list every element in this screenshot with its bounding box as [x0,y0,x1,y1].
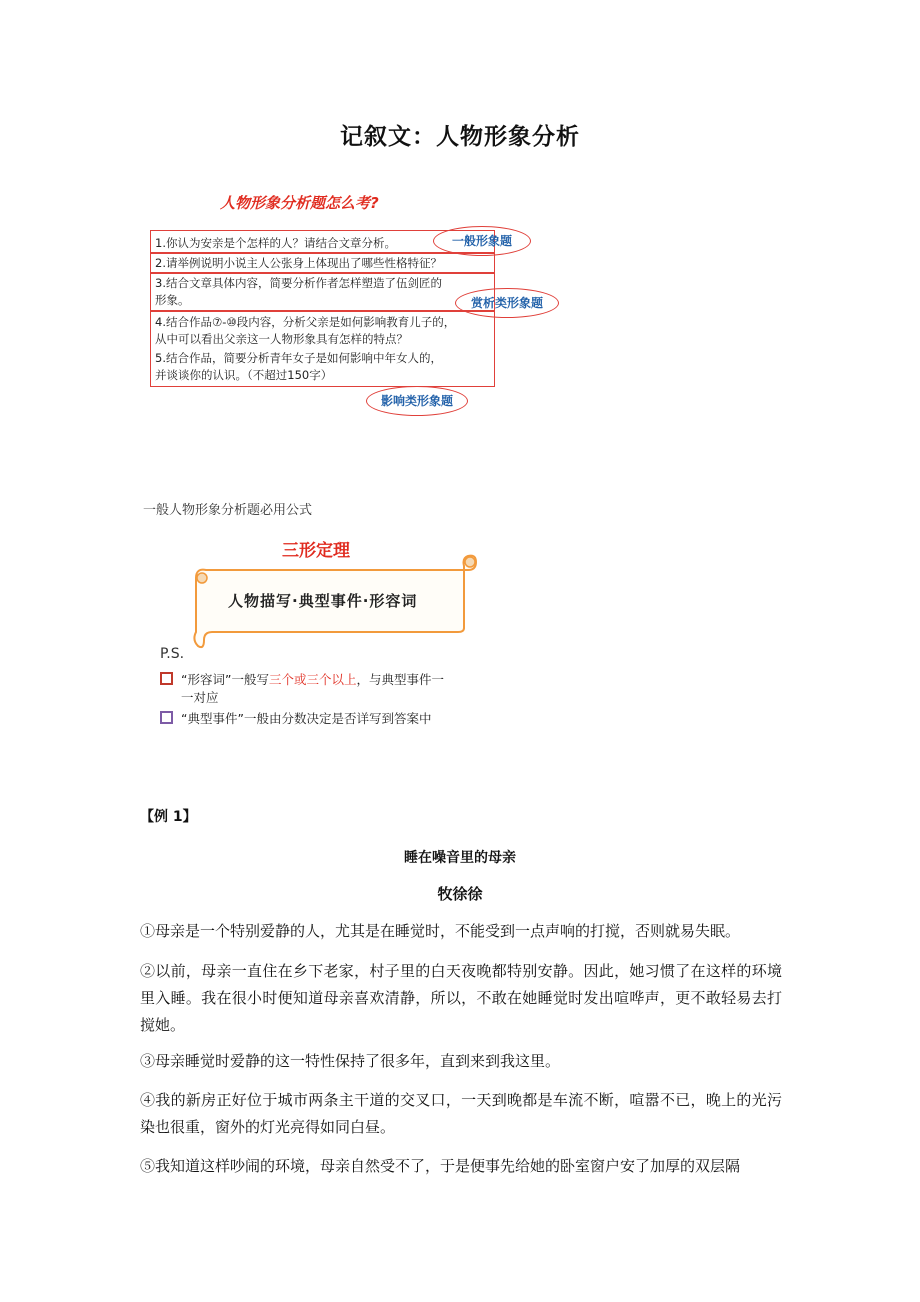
figure-heading: 人物形象分析题怎么考? [220,194,379,212]
ps-item-1-continued: 一对应 [181,690,219,705]
paragraph: ②以前，母亲一直住在乡下老家，村子里的白天夜晚都特别安静。因此，她习惯了在这样的环境里入睡。我在很小时便知道母亲喜欢清静，所以，不敢在她睡觉时发出喧哗声，更不敢轻易去打搅她。 [140,962,782,1034]
question-line: 1.你认为安亲是个怎样的人？请结合文章分析。 [155,236,396,250]
paragraph: ③母亲睡觉时爱静的这一特性保持了很多年，直到来到我这里。 [140,1052,561,1070]
ps-text: “形容词”一般写 [181,672,269,687]
question-line: 从中可以看出父亲这一人物形象具有怎样的特点？ [155,332,408,346]
ps-highlight: 三个或三个以上 [268,672,357,687]
formula-caption: 一般人物形象分析题必用公式 [143,503,313,518]
paragraph: ④我的新房正好位于城市两条主干道的交叉口，一天到晚都是车流不断，喧嚣不已，晚上的光污染也很重，窗外的灯光亮得如同白昼。 [140,1091,782,1136]
ps-item-1 [160,670,444,690]
page-title: 记叙文：人物形象分析 [340,124,580,150]
example-label: 【例 1】 [140,809,197,825]
question-types-figure [140,186,580,422]
formula-heading: 三形定理 [282,541,350,561]
question-line: 4.结合作品⑦-⑩段内容，分析父亲是如何影响教育儿子的， [155,315,456,329]
question-line: 形象。 [155,293,190,307]
question-line: 2.请举例说明小说主人公张身上体现出了哪些性格特征？ [155,256,442,270]
tag-general: 一般形象题 [433,226,531,256]
ps-text: “典型事件”一般由分数决定是否详写到答案中 [181,711,432,726]
checkbox-square-icon [160,711,173,724]
paragraph: ①母亲是一个特别爱静的人，尤其是在睡觉时，不能受到一点声响的打搅，否则就易失眠。 [140,922,741,940]
essay-author: 牧徐徐 [437,885,483,903]
formula-figure [150,530,510,730]
tag-influence: 影响类形象题 [366,386,468,416]
paragraph: ⑤我知道这样吵闹的环境，母亲自然受不了，于是便事先给她的卧室窗户安了加厚的双层隔 [140,1157,741,1175]
question-line: 5.结合作品，简要分析青年女子是如何影响中年女人的， [155,351,442,365]
question-line: 3.结合文章具体内容，简要分析作者怎样塑造了伍剑匠的 [155,276,442,290]
scroll-text: 人物描写·典型事件·形容词 [228,592,418,610]
tag-appreciation: 赏析类形象题 [455,288,559,318]
ps-item-2 [160,709,431,729]
ps-label: P.S. [160,646,185,662]
essay-title: 睡在噪音里的母亲 [404,850,516,866]
question-line: 并谈谈你的认识。（不超过150字） [155,368,333,382]
ps-text: ，与典型事件一 [356,672,444,687]
checkbox-square-icon [160,672,173,685]
